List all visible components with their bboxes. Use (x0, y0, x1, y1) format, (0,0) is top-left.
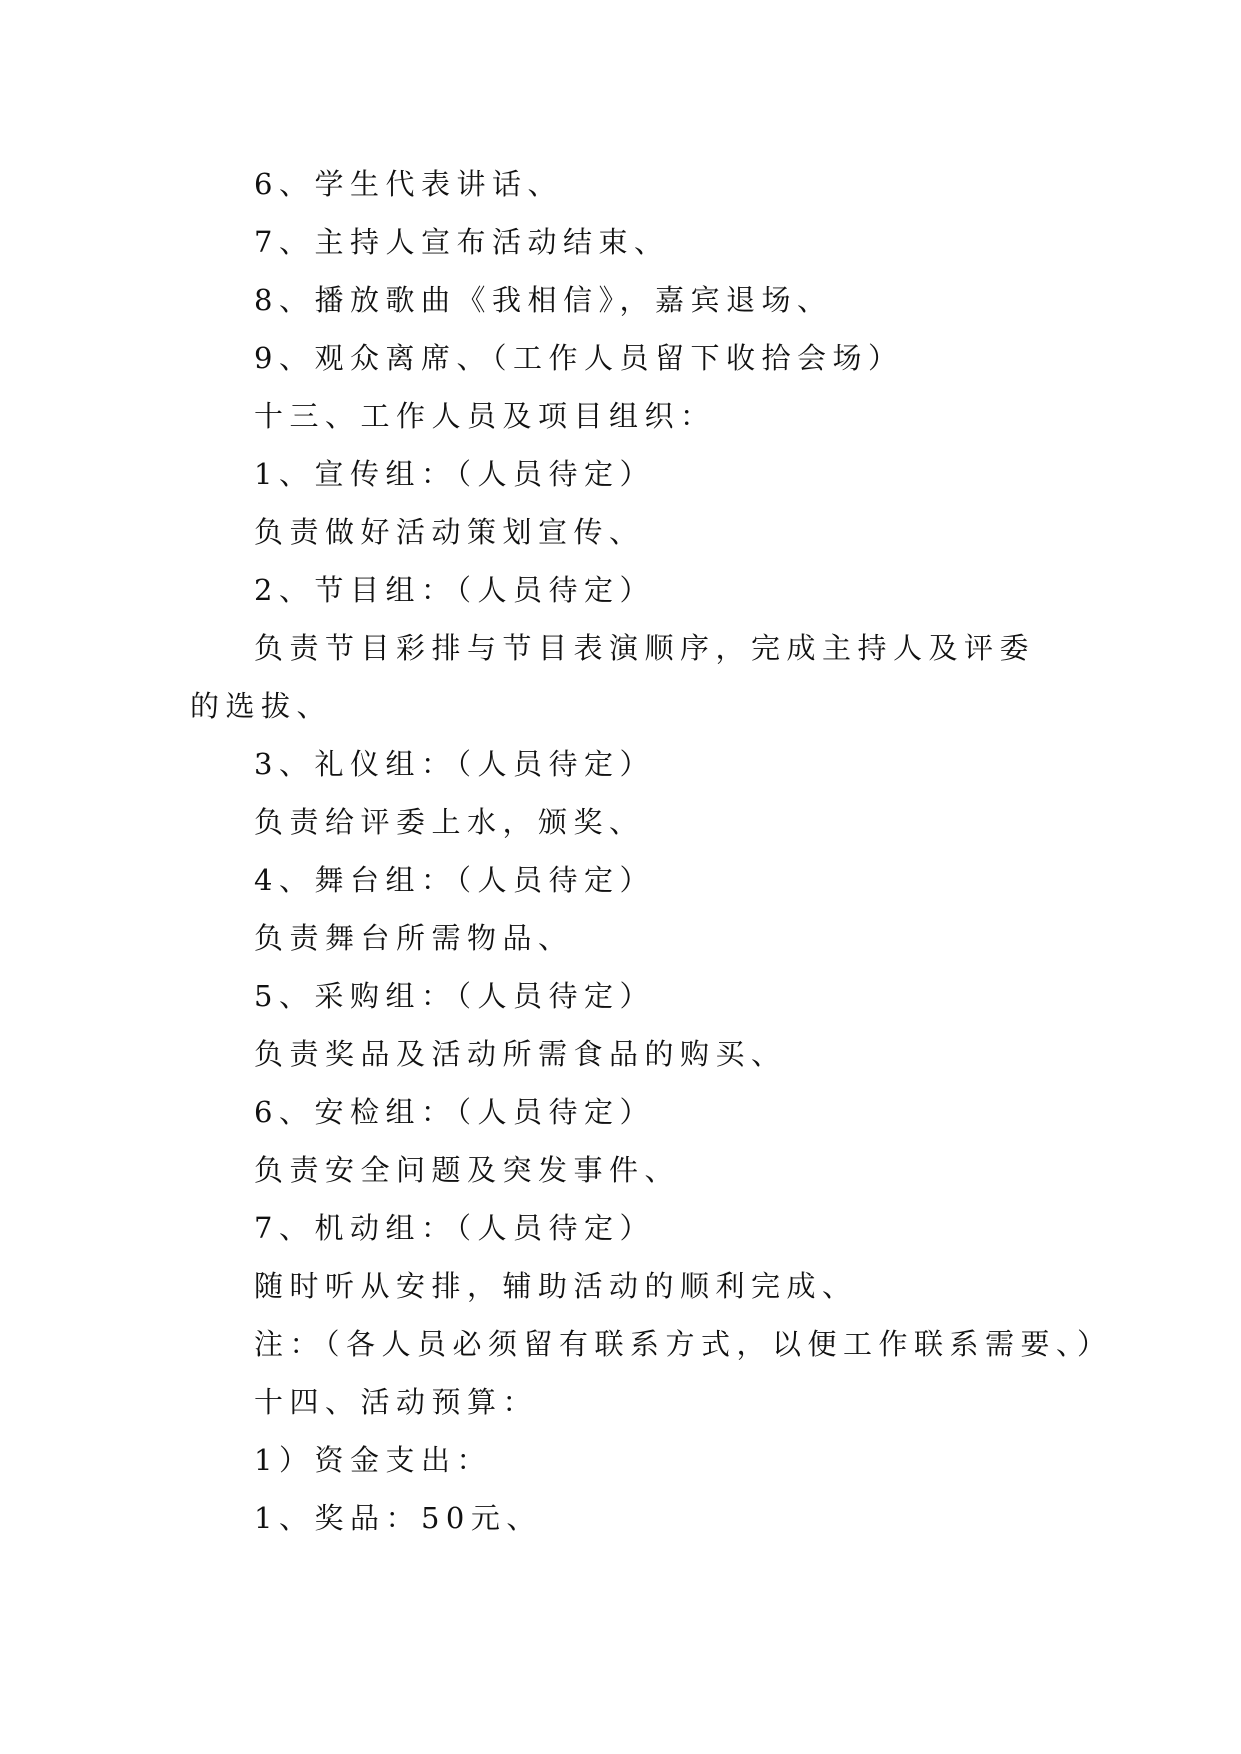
paragraph-line: 8、播放歌曲《我相信》，嘉宾退场、 (254, 283, 833, 317)
paragraph-line: 9、观众离席、（工作人员留下收拾会场） (254, 341, 904, 375)
paragraph-line: 7、主持人宣布活动结束、 (254, 225, 670, 259)
paragraph-line: 负责奖品及活动所需食品的购买、 (254, 1037, 787, 1071)
paragraph-line: 随时听从安排，辅助活动的顺利完成、 (254, 1269, 858, 1303)
paragraph-line: 7、机动组：（人员待定） (254, 1211, 655, 1245)
paragraph-line: 1）资金支出： (254, 1443, 492, 1477)
paragraph-line: 1、宣传组：（人员待定） (254, 457, 655, 491)
document-body (190, 155, 1113, 1547)
section-heading: 十四、活动预算： (254, 1385, 539, 1419)
paragraph-line: 注：（各人员必须留有联系方式，以便工作联系需要、） (254, 1327, 1113, 1361)
paragraph-line: 6、学生代表讲话、 (254, 167, 563, 201)
paragraph-line: 负责做好活动策划宣传、 (254, 515, 645, 549)
section-heading: 十三、工作人员及项目组织： (254, 399, 716, 433)
paragraph-line: 1、奖品：50元、 (254, 1501, 542, 1535)
paragraph-line: 负责节目彩排与节目表演顺序，完成主持人及评委的选拔、 (190, 631, 1036, 723)
paragraph-line: 4、舞台组：（人员待定） (254, 863, 655, 897)
paragraph-line: 3、礼仪组：（人员待定） (254, 747, 655, 781)
paragraph-line: 负责安全问题及突发事件、 (254, 1153, 681, 1187)
paragraph-line: 负责给评委上水，颁奖、 (254, 805, 645, 839)
paragraph-line: 5、采购组：（人员待定） (254, 979, 655, 1013)
paragraph-line: 2、节目组：（人员待定） (254, 573, 655, 607)
paragraph-line: 负责舞台所需物品、 (254, 921, 574, 955)
paragraph-line: 6、安检组：（人员待定） (254, 1095, 655, 1129)
